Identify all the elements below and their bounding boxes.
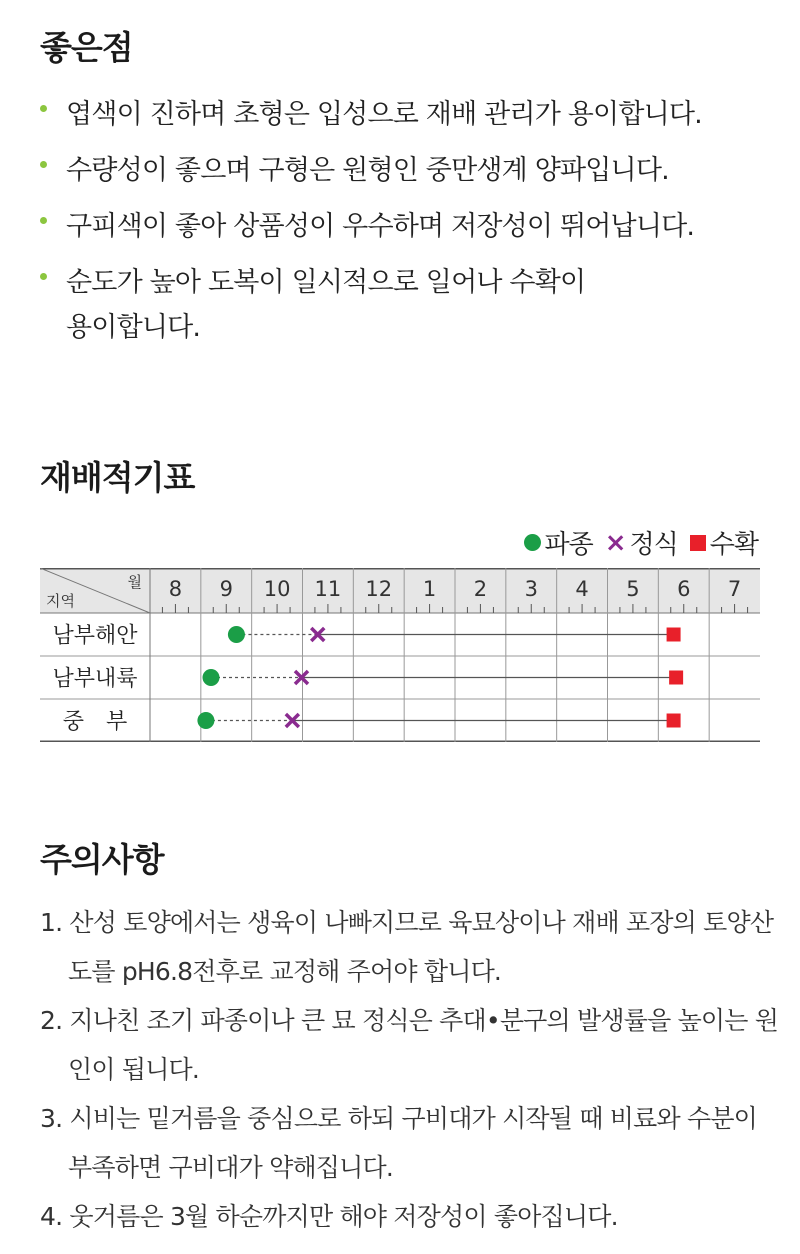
merits-list <box>40 92 780 361</box>
chart-corner-month-label: 월 <box>127 573 142 591</box>
legend-sowing <box>524 524 593 561</box>
chart-harvest-point <box>667 628 681 642</box>
caution-item: 3. 시비는 밑거름을 중심으로 하되 구비대가 시작될 때 비료와 수분이 부족하면 구비대가 약해집니다. <box>40 1104 758 1182</box>
chart-harvest-point <box>669 671 683 685</box>
merit-text-continued: 용이합니다. <box>66 312 201 343</box>
planting-x-icon: × <box>604 527 626 558</box>
caution-item: 2. 지나친 조기 파종이나 큰 묘 정식은 추대•분구의 발생률을 높이는 원인이 됩니다. <box>40 1006 779 1084</box>
chart-month-label: 3 <box>524 577 538 601</box>
bullet-dot-icon <box>40 273 47 280</box>
chart-header-bg <box>40 568 760 613</box>
merits-heading: 좋은점 <box>40 28 133 67</box>
merit-item <box>40 148 780 193</box>
cautions-list <box>40 898 785 1241</box>
schedule-heading: 재배적기표 <box>40 458 195 497</box>
chart-harvest-point <box>667 714 681 728</box>
bullet-dot-icon <box>40 217 47 224</box>
caution-item: 4. 웃거름은 3월 하순까지만 해야 저장성이 좋아집니다. <box>40 1202 618 1231</box>
bullet-dot-icon <box>40 161 47 168</box>
merit-item <box>40 260 780 350</box>
chart-month-label: 5 <box>626 577 640 601</box>
chart-month-label: 1 <box>422 577 437 601</box>
caution-item: 1. 산성 토양에서는 생육이 나빠지므로 육묘상이나 재배 포장의 토양산도를 pH6.8전후로 교정해 주어야 합니다. <box>40 908 774 986</box>
merit-text: 순도가 높아 도복이 일시적으로 일어나 수확이 <box>66 267 586 298</box>
chart-corner-region-label: 지역 <box>46 592 75 610</box>
chart-region-label: 중 부 <box>62 709 128 735</box>
chart-month-label: 12 <box>365 577 393 601</box>
chart-sowing-point <box>228 626 245 643</box>
cautions-heading: 주의사항 <box>40 840 164 879</box>
bullet-dot-icon <box>40 105 47 112</box>
chart-month-label: 4 <box>575 577 589 601</box>
chart-region-label: 남부해안 <box>52 623 138 649</box>
chart-month-label: 7 <box>727 577 742 601</box>
legend-planting <box>605 524 678 561</box>
merit-text: 구피색이 좋아 상품성이 우수하며 저장성이 뛰어납니다. <box>66 211 695 242</box>
harvest-square-icon <box>690 535 706 551</box>
chart-month-label: 11 <box>314 577 342 601</box>
chart-month-label: 2 <box>473 577 488 601</box>
chart-month-label: 9 <box>219 577 233 601</box>
legend-planting-label: 정식 <box>629 530 678 560</box>
merit-text: 수량성이 좋으며 구형은 원형인 중만생계 양파입니다. <box>66 155 669 186</box>
chart-sowing-point <box>203 669 220 686</box>
chart-month-label: 8 <box>168 577 183 601</box>
chart-sowing-point <box>197 712 214 729</box>
sowing-dot-icon <box>524 534 541 551</box>
chart-region-label: 남부내륙 <box>52 666 138 692</box>
merit-text: 엽색이 진하며 초형은 입성으로 재배 관리가 용이합니다. <box>66 99 702 130</box>
legend-harvest <box>690 524 758 561</box>
legend-sowing-label: 파종 <box>544 530 593 560</box>
chart-month-label: 10 <box>263 577 291 601</box>
cultivation-schedule-chart <box>40 568 760 743</box>
legend-harvest-label: 수확 <box>709 530 758 560</box>
merit-item <box>40 204 780 249</box>
merit-item <box>40 92 780 137</box>
chart-month-label: 6 <box>677 577 691 601</box>
chart-legend <box>524 524 759 561</box>
